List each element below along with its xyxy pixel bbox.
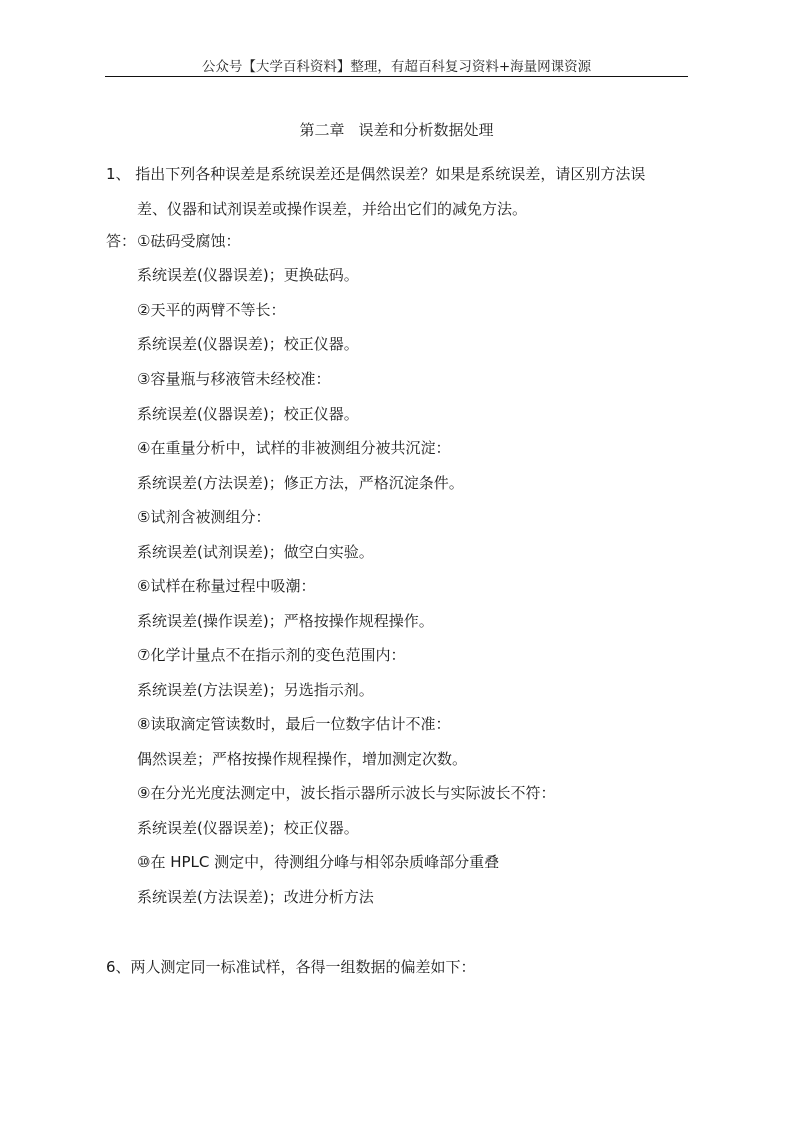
question-1-line-2: 差、仪器和试剂误差或操作误差，并给出它们的减免方法。 <box>137 200 528 218</box>
header-divider <box>105 76 688 77</box>
answer-result-3: 系统误差(仪器误差)；校正仪器。 <box>137 405 359 423</box>
answer-result-10: 系统误差(方法误差)；改进分析方法 <box>137 888 374 906</box>
chapter-name: 误差和分析数据处理 <box>358 121 494 139</box>
answer-result-2: 系统误差(仪器误差)；校正仪器。 <box>137 335 359 353</box>
answer-case-4: ④在重量分析中，试样的非被测组分被共沉淀： <box>137 439 451 457</box>
answer-case-7: ⑦化学计量点不在指示剂的变色范围内： <box>137 646 406 664</box>
answer-case-5: ⑤试剂含被测组分： <box>137 508 271 526</box>
question-6: 6、两人测定同一标准试样，各得一组数据的偏差如下： <box>106 958 476 976</box>
answer-result-4: 系统误差(方法误差)；修正方法，严格沉淀条件。 <box>137 474 464 492</box>
page-header: 公众号【大学百科资料】整理，有超百科复习资料+海量网课资源 <box>201 59 592 75</box>
answer-case-10: ⑩在 HPLC 测定中，待测组分峰与相邻杂质峰部分重叠 <box>137 853 500 871</box>
answer-case-1: ①砝码受腐蚀： <box>137 232 241 250</box>
chapter-number: 第二章 <box>299 121 345 139</box>
answer-case-9: ⑨在分光光度法测定中，波长指示器所示波长与实际波长不符： <box>137 784 556 802</box>
answer-result-6: 系统误差(操作误差)；严格按操作规程操作。 <box>137 612 434 630</box>
answer-case-6: ⑥试样在称量过程中吸潮： <box>137 577 316 595</box>
answer-case-2: ②天平的两臂不等长： <box>137 301 286 319</box>
chapter-title <box>0 119 793 140</box>
answer-label: 答： <box>106 232 137 250</box>
question-1-line-1: 1、 指出下列各种误差是系统误差还是偶然误差？如果是系统误差，请区别方法误 <box>106 165 646 183</box>
answer-result-9: 系统误差(仪器误差)；校正仪器。 <box>137 819 359 837</box>
answer-result-8: 偶然误差；严格按操作规程操作，增加测定次数。 <box>137 750 468 768</box>
answer-result-5: 系统误差(试剂误差)；做空白实验。 <box>137 543 374 561</box>
answer-case-8: ⑧读取滴定管读数时，最后一位数字估计不准： <box>137 715 451 733</box>
answer-result-1: 系统误差(仪器误差)；更换砝码。 <box>137 266 359 284</box>
answer-result-7: 系统误差(方法误差)；另选指示剂。 <box>137 681 374 699</box>
answer-case-3: ③容量瓶与移液管未经校准： <box>137 370 331 388</box>
